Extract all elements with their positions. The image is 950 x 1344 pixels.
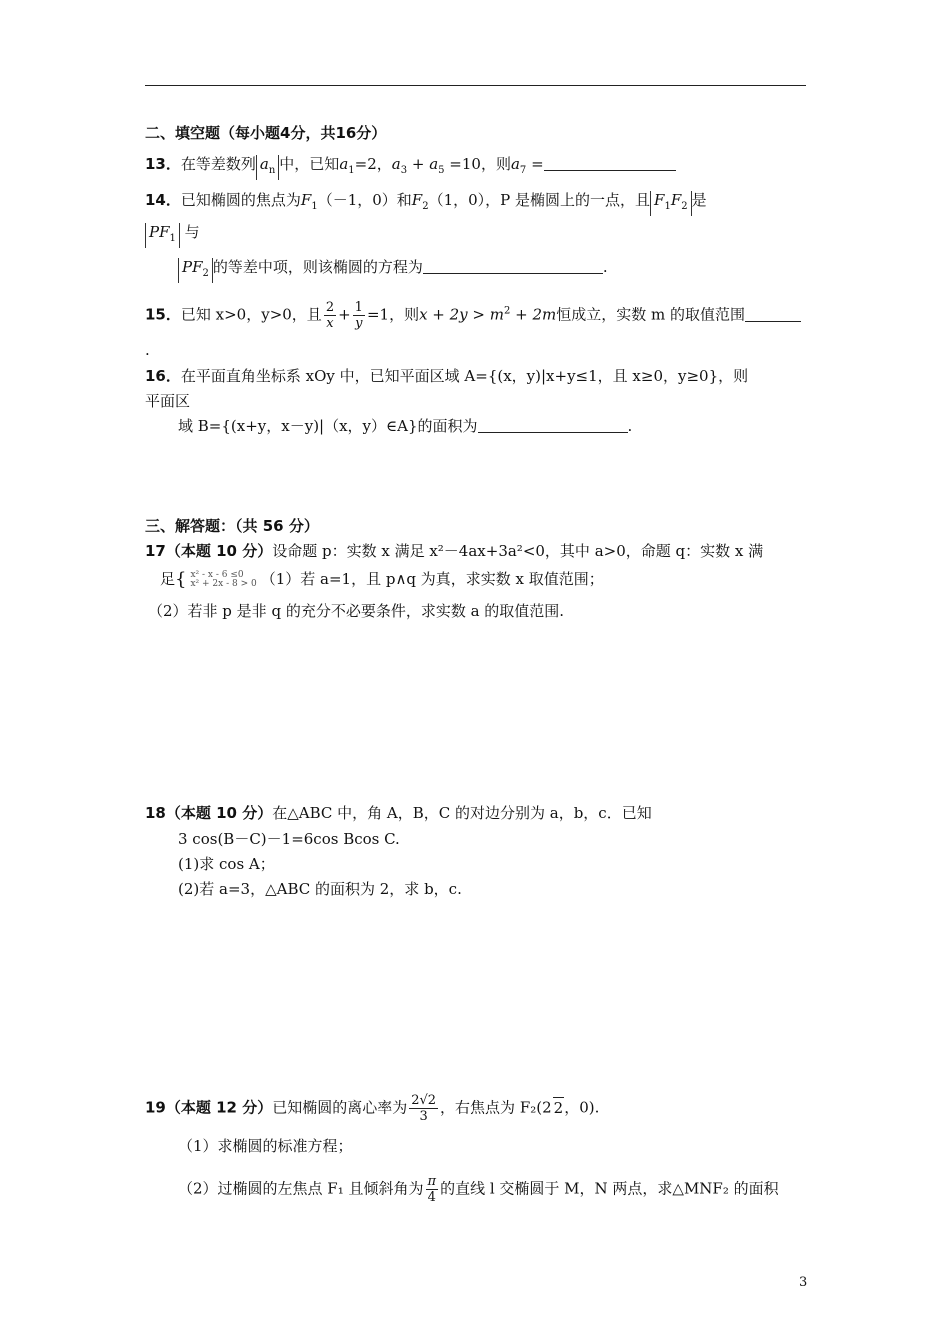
question-16-line-3: 域 B={(x+y，x－y)|（x，y）∈A}的面积为 . — [178, 417, 633, 435]
question-17-line-1: 17（本题 10 分）设命题 p：实数 x 满足 x²－4ax+3a²<0，其中 a>0，命题 q：实数 x 满 — [145, 542, 764, 560]
fraction-pi-over-4: $\frac{\pi}{4}$ — [427, 1174, 437, 1205]
fraction-1-over-y: $\frac{1}{y}$ — [354, 300, 363, 331]
answer-blank[interactable] — [478, 418, 628, 433]
question-18-line-4: (2)若 a=3，△ABC 的面积为 2，求 b，c. — [178, 880, 462, 898]
question-14-line-3: $PF_2$ 的等差中项，则该椭圆的方程为 . — [178, 257, 608, 283]
question-16-line-1: 16．在平面直角坐标系 xOy 中，已知平面区域 A={(x，y)|x+y≤1，且 x≥0，y≥0}，则 — [145, 367, 749, 385]
left-brace-icon: { — [175, 569, 187, 590]
answer-blank[interactable] — [544, 156, 676, 171]
fraction-eccentricity: $\frac{2√2}{3}$ — [411, 1093, 437, 1124]
question-18-line-1: 18（本题 10 分）在△ABC 中，角 A，B，C 的对边分别为 a，b，c．已知 — [145, 804, 652, 822]
question-15-period: . — [145, 341, 150, 359]
header-rule — [145, 85, 806, 86]
question-16-line-2: 平面区 — [145, 392, 191, 410]
answer-blank[interactable] — [745, 307, 801, 322]
inequality-system: x² - x - 6 ≤0 x² + 2x - 8 > 0 — [190, 570, 257, 589]
section-heading-fill-in: 二、填空题（每小题4分，共16分） — [145, 124, 387, 142]
question-19-line-3: （2）过椭圆的左焦点 F₁ 且倾斜角为 $\frac{\pi}{4}$ 的直线 l 交椭圆于 M，N 两点，求△MNF₂ 的面积 — [178, 1174, 779, 1205]
question-17-line-3: （2）若非 p 是非 q 的充分不必要条件，求实数 a 的取值范围. — [148, 602, 565, 620]
question-14-line-1: 14．已知椭圆的焦点为$F_1(-1$，0）和$F_2(1$，0），P 是椭圆上的一点，且 $F_1F_2$ 是 — [145, 190, 707, 217]
section-heading-solutions: 三、解答题：（共 56 分） — [145, 517, 319, 535]
question-number: 13． — [145, 155, 181, 173]
question-18-line-2: 3 cos(B－C)－1=6cos Bcos C. — [178, 830, 400, 848]
question-13: 13．在等差数列 $a_n$ 中，已知$a_1=2$，$a_3 + a_5 =10$，则$a_7$ = — [145, 154, 676, 181]
question-19-line-1: 19（本题 12 分）已知椭圆的离心率为 $\frac{2√2}{3}$ ，右焦点为 F₂(2 2，0). — [145, 1093, 600, 1124]
question-14-line-2: $PF_1$ 与 — [145, 222, 200, 248]
answer-blank[interactable] — [423, 259, 603, 274]
question-15: 15．已知 x>0，y>0，且 $\frac{2}{x}$ + $\frac{1}{y}$ =1，则$x + 2y > m^2 + 2m$恒成立，实数 m 的取值范围 — [145, 300, 801, 331]
question-18-line-3: (1)求 cos A； — [178, 855, 275, 873]
question-17-line-2: 足{ x² - x - 6 ≤0 x² + 2x - 8 > 0 （1）若 a=1，且 p∧q 为真，求实数 x 取值范围； — [160, 569, 604, 590]
fraction-2-over-x: $\frac{2}{x}$ — [325, 300, 335, 331]
page-number: 3 — [799, 1275, 808, 1290]
question-19-line-2: （1）求椭圆的标准方程； — [178, 1137, 353, 1155]
